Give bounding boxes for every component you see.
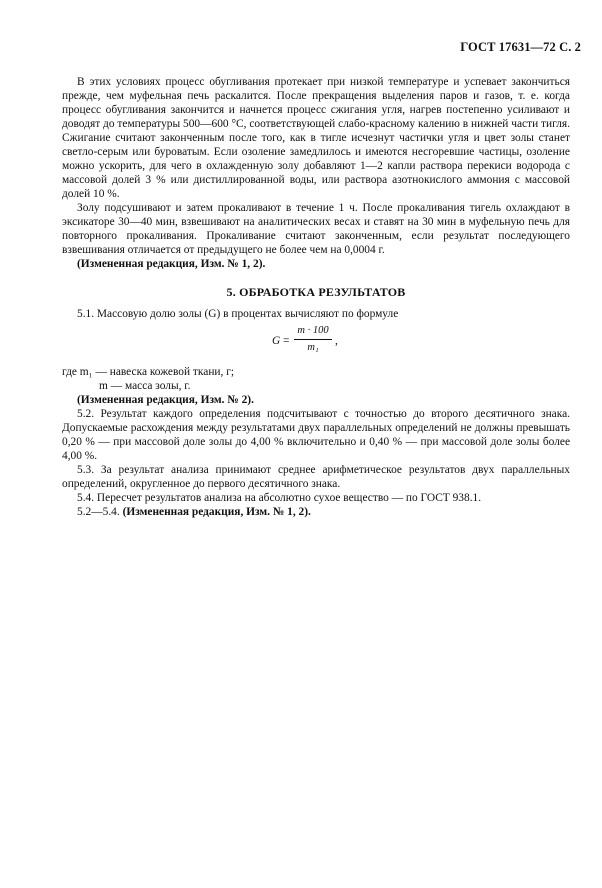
- clause-5-2: 5.2. Результат каждого определения подсчитывают с точностью до второго десятичного знака. Допускаемые расхождения между результатами двух параллельных определений не должны превышать 0,20 % — при массовой доле золы до 4,00 % включительно и 0,40 % — при массовой доле золы более 4,00 %.: [62, 408, 570, 462]
- fraction-bar: [294, 339, 332, 340]
- section-title: 5. ОБРАБОТКА РЕЗУЛЬТАТОВ: [226, 285, 406, 299]
- amendment-note-5-1: (Измененная редакция, Изм. № 2).: [77, 394, 254, 406]
- clause-5-2-5-4-note: [62, 505, 570, 519]
- clause-5-3: 5.3. За результат анализа принимают среднее арифметическое результатов двух параллельных определений, округленное до первого десятичного знака.: [62, 464, 570, 490]
- amendment-note: (Измененная редакция, Изм. № 1, 2).: [77, 258, 266, 270]
- clause-range: 5.2—5.4.: [77, 506, 123, 518]
- document-body: [62, 75, 570, 519]
- ash-formula: [62, 325, 570, 359]
- clause-5-4: 5.4. Пересчет результатов анализа на абсолютно сухое вещество — по ГОСТ 938.1.: [77, 492, 482, 504]
- formula-equals: =: [283, 335, 290, 347]
- amendment-note-5-2-5-4: (Измененная редакция, Изм. № 1, 2).: [122, 506, 311, 518]
- definition-m1: где m₁ — навеска кожевой ткани, г;: [62, 366, 235, 378]
- formula-numerator: m · 100: [297, 325, 329, 336]
- formula-lhs: G: [272, 335, 281, 347]
- formula-fraction: [294, 325, 332, 354]
- formula-comma: ,: [335, 335, 338, 347]
- paragraph-charring: В этих условиях процесс обугливания протекает при низкой температуре и успевает закончиться прежде, чем муфельная печь раскалится. После прекращения выделения паров и газов, т. е. когда процесс обугливания закончится и начнется процесс сжигания угля, нагрев постепенно усиливают и доводят до температуры 500—600 °С, соответствующей слабо-красному калению в нижней части тигля. Сжигание считают законченным после того, как в тигле исчезнут частички угля и цвет золы станет светло-серым или буроватым. Если озоление замедлилось и имеются несгоревшие частицы, озоление можно ускорить, для чего в охлажденную золу добавляют 1—2 капли раствора перекиси водорода с массовой долей 3 % или дистиллированной воды, или раствора азотнокислого аммония с массовой долей 10 %.: [62, 76, 570, 200]
- formula-denominator: m₁: [307, 342, 319, 353]
- clause-5-1: 5.1. Массовую долю золы (G) в процентах вычисляют по формуле: [77, 308, 399, 320]
- page-header: ГОСТ 17631—72 С. 2: [460, 40, 581, 54]
- definition-m: m — масса золы, г.: [99, 380, 191, 392]
- paragraph-calcination: Золу подсушивают и затем прокаливают в течение 1 ч. После прокаливания тигель охлаждают в эксикаторе 30—40 мин, взвешивают на аналитических весах и ставят на 30 мин в муфельную печь для повторного прокаливания. Прокаливание считают законченным, если результат последующего взвешивания отличается от предыдущего не более чем на 0,0004 г.: [62, 202, 570, 256]
